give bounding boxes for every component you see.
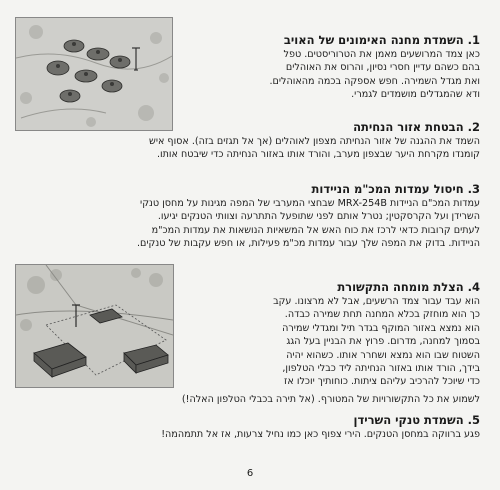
- section-4: [180, 280, 480, 389]
- section-2-heading: 2. הבטחת אזור הנחיתה: [353, 120, 480, 134]
- section-4-line: הוא נמצא באזור המוקף בגדר תיל ומגדלי שמירה: [282, 322, 480, 334]
- section-3-line: השרידן ועל הקרסקטין; נטרל אותם לפני שתופעל התתרעה וצוותי הטנקים יגיעו.: [157, 211, 480, 223]
- section-3-line: הניידות. בדוק את המפה שלך עבור עמדות מכ"מ פעילות, או חפש עקבות של טנקים.: [137, 238, 480, 250]
- section-4-line: כך הוא מוחזק בכלא המחנה תחת שמירה כבדה.: [284, 309, 480, 321]
- prison-compound-image: [16, 265, 173, 387]
- section-3-line: עמדות המכ"ם הניידות MRX-254B שבחצי המערבי של המפה מגינות על מחסן טנקי: [140, 198, 480, 209]
- section-3: [20, 182, 480, 251]
- training-camp-image: [16, 18, 172, 130]
- section-1-line: כאן צמד המרושעים מאמן את הטרוריסטים. טפל: [283, 49, 480, 60]
- training-camp-illustration: [15, 17, 173, 131]
- section-4-line: כדי שיוכל להרכיב עליהם ציתות. כוחותיך יוכלו אז: [284, 376, 480, 388]
- section-4-line: הוא עבד עבור צמד הרשעים, אבל לא מרצונו. עקב: [273, 296, 480, 307]
- section-4-line: בידך, הורד אותו באזור הנחיתה ליד כבלי הטלפון,: [282, 363, 480, 375]
- section-1-line: בהם כשהם עדיין חסרי נסיון, והרוס את האוהלים: [285, 62, 480, 74]
- section-3-heading: 3. חיסול עמדות המכ"מ הניידות: [311, 182, 480, 196]
- section-2-line: קומנדו מקרחת היער שבצפון מערב, והורד אותו באזור הנחיתה כדי שיבטח אותו.: [156, 149, 480, 161]
- section-4-last-line: לשמוע את כל התקשורויות של המטורף. (אל תירה בכבלי הטלפון האלה!): [181, 394, 480, 405]
- section-4-line: השטוח שבו הוא נמצא ושחרר אותו. כשהוא יהיה: [286, 349, 480, 361]
- section-2-line: השמד את ההגנה של אזור הנחיתה מצפון לאוהלים (אך אל תגזים בזה). אסוף איש: [149, 136, 480, 147]
- page-number: 6: [246, 468, 254, 479]
- section-4-line: בסמוך למחנה, מדרום. פרוץ את הבניין בעל הגג: [286, 336, 480, 348]
- section-5-line: פגע ברווקה במחסן הטנקים. הירי צפוף כאן כמו נחיל צרעות, אז אל תתמהמה!: [161, 429, 480, 440]
- section-1-line: ואת מגדל השמירה. חפש אספקה בכמה מהאוהלים.: [269, 75, 480, 87]
- section-5: [20, 413, 480, 441]
- section-1: [178, 33, 480, 102]
- section-5-heading: 5. השמדת טנקי השרידן: [353, 413, 480, 427]
- prison-compound-illustration: [15, 264, 174, 388]
- section-1-heading: 1. השמדת מחנה האימונים של האויב: [283, 33, 480, 47]
- section-3-line: לעתים קרובות כדאי לרכז את כוח האש אל המשאיות הנושאות את עמדות המכ"מ: [151, 224, 480, 236]
- section-4-heading: 4. הצלת מומחה התקשורת: [337, 280, 480, 294]
- section-2: [20, 120, 480, 162]
- section-1-line: ודא שהמגדלים מושמדים לגמרי.: [351, 89, 480, 101]
